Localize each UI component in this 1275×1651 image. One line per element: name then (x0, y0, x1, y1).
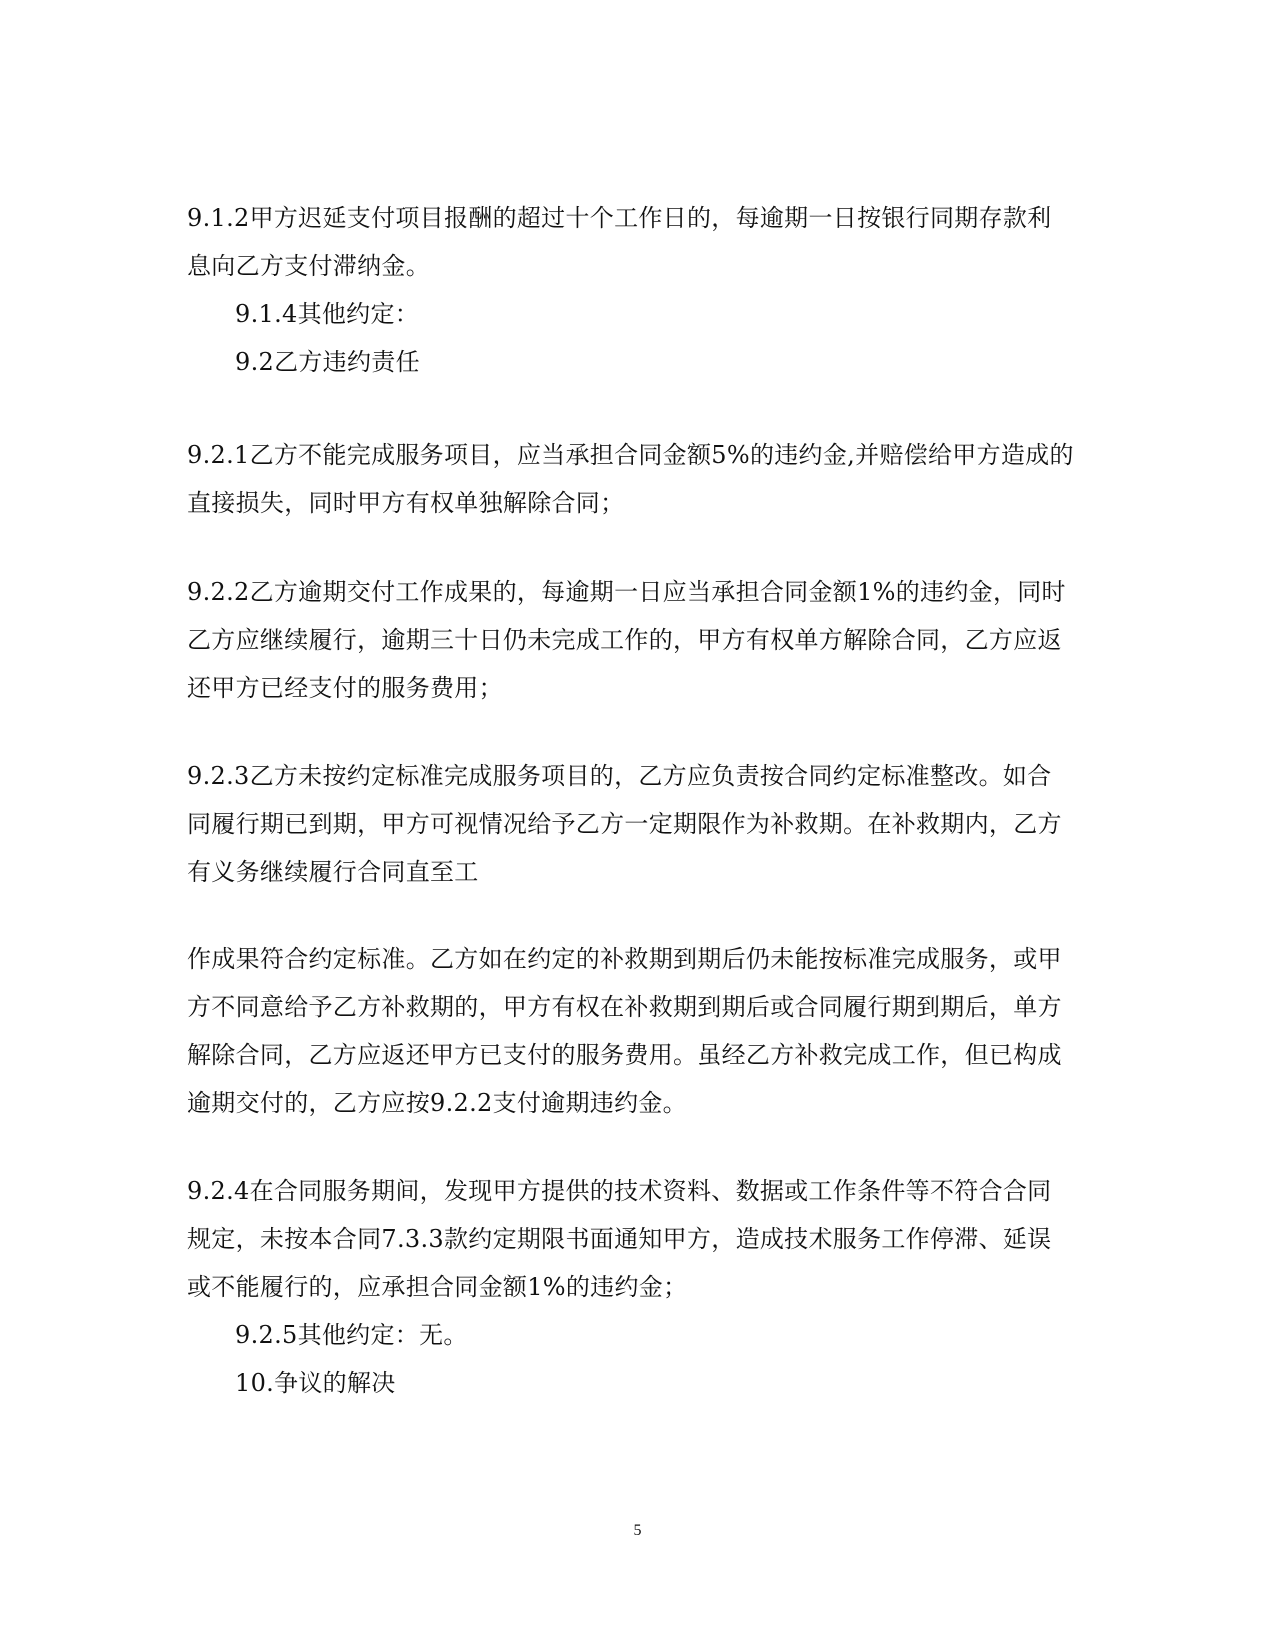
paragraph-9-2-1 (187, 431, 1087, 527)
text-line: 直接损失，同时甲方有权单独解除合同； (187, 489, 625, 517)
text-line: 作成果符合约定标准。乙方如在约定的补救期到期后仍未能按标准完成服务，或甲 (187, 945, 1062, 973)
text-line: 还甲方已经支付的服务费用； (187, 674, 503, 702)
text-line: 9.2.5其他约定：无。 (235, 1321, 468, 1349)
page-number: 5 (633, 1522, 642, 1539)
text-line: 或不能履行的，应承担合同金额1%的违约金； (187, 1273, 688, 1301)
text-line: 9.2.1乙方不能完成服务项目，应当承担合同金额5%的违约金,并赔偿给甲方造成的 (187, 441, 1074, 469)
paragraph-9-2-4 (187, 1167, 1087, 1311)
paragraph-9-2-3-continued (187, 935, 1087, 1127)
text-line: 9.1.2甲方迟延支付项目报酬的超过十个工作日的，每逾期一日按银行同期存款利 (187, 204, 1052, 232)
paragraph-9-2-2 (187, 568, 1087, 712)
text-line: 方不同意给予乙方补救期的，甲方有权在补救期到期后或合同履行期到期后，单方 (187, 993, 1062, 1021)
text-line: 同履行期已到期，甲方可视情况给予乙方一定期限作为补救期。在补救期内，乙方 (187, 810, 1062, 838)
text-line: 9.2乙方违约责任 (235, 348, 420, 376)
text-line: 9.2.2乙方逾期交付工作成果的，每逾期一日应当承担合同金额1%的违约金，同时 (187, 578, 1066, 606)
text-line: 9.2.3乙方未按约定标准完成服务项目的，乙方应负责按合同约定标准整改。如合 (187, 762, 1052, 790)
text-line: 9.1.4其他约定： (235, 300, 420, 328)
paragraph-9-2-5 (187, 1311, 1135, 1359)
paragraph-9-1-2 (187, 194, 1087, 290)
text-line: 逾期交付的，乙方应按9.2.2支付逾期违约金。 (187, 1089, 687, 1117)
paragraph-9-2-3 (187, 752, 1087, 896)
section-heading-9-2 (187, 338, 1135, 386)
text-line: 乙方应继续履行，逾期三十日仍未完成工作的，甲方有权单方解除合同，乙方应返 (187, 626, 1062, 654)
text-line: 解除合同，乙方应返还甲方已支付的服务费用。虽经乙方补救完成工作，但已构成 (187, 1041, 1062, 1069)
text-line: 9.2.4在合同服务期间，发现甲方提供的技术资料、数据或工作条件等不符合合同 (187, 1177, 1052, 1205)
text-line: 10.争议的解决 (235, 1369, 396, 1397)
text-line: 息向乙方支付滞纳金。 (187, 252, 430, 280)
text-line: 规定，未按本合同7.3.3款约定期限书面通知甲方，造成技术服务工作停滞、延误 (187, 1225, 1052, 1253)
section-heading-10 (187, 1359, 1135, 1407)
paragraph-9-1-4 (187, 290, 1135, 338)
text-line: 有义务继续履行合同直至工 (187, 858, 479, 886)
